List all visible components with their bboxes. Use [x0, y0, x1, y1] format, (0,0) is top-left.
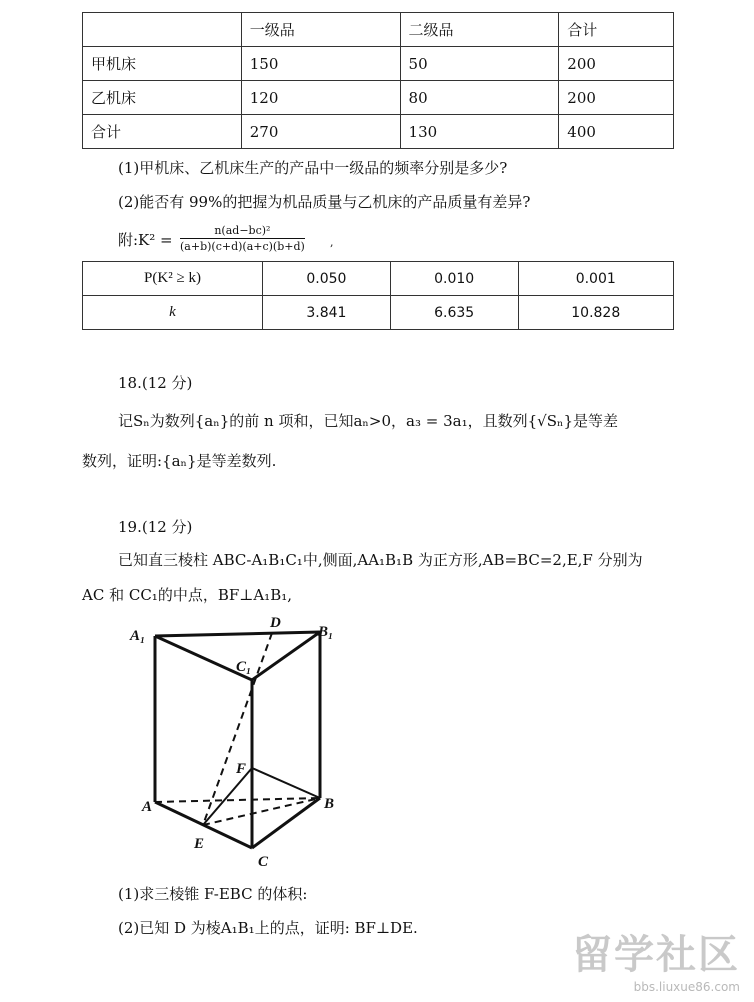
label-c1: C₁ [236, 659, 252, 675]
q19-part2: (2)已知 D 为棱A₁B₁上的点，证明: BF⊥DE. [118, 919, 418, 937]
table-row [83, 81, 674, 115]
table-cell: 0.050 [263, 262, 391, 296]
label-b1: B₁ [318, 624, 334, 640]
table-cell: 120 [241, 81, 400, 115]
q18-title: 18.(12 分) [118, 374, 193, 392]
prism-figure [120, 605, 350, 875]
table-header-row [83, 13, 674, 47]
frequency-table [82, 12, 674, 149]
critical-value-table [82, 261, 674, 330]
q19-line2: AC 和 CC₁的中点，BF⊥A₁B₁, [82, 586, 293, 604]
table-cell: P(K² ≥ k) [83, 262, 263, 296]
table-row [83, 47, 674, 81]
table-cell: k [83, 296, 263, 330]
edge-a1-b1 [155, 632, 320, 636]
label-b: B [324, 796, 335, 812]
formula-numerator: n(ad−bc)² [180, 224, 305, 239]
q18-line1: 记Sₙ为数列{aₙ}的前 n 项和，已知aₙ>0，a₃ = 3a₁，且数列{√Sₙ}是等差 [118, 412, 618, 430]
table-row [83, 296, 674, 330]
table-cell: 80 [400, 81, 559, 115]
table-cell [83, 13, 242, 47]
watermark-url: bbs.liuxue86.com [633, 980, 740, 994]
watermark [572, 923, 740, 994]
q17-part1: (1)甲机床、乙机床生产的产品中一级品的频率分别是多少? [118, 159, 508, 177]
chi-square-formula [180, 224, 305, 253]
label-a1: A₁ [130, 628, 146, 644]
hidden-edge-a-b [155, 798, 320, 802]
table-cell: 10.828 [518, 296, 673, 330]
table-cell: 130 [400, 115, 559, 149]
edge-b1-c1 [252, 632, 320, 680]
segment-f-b [252, 768, 320, 798]
table-cell: 二级品 [400, 13, 559, 47]
table-header-row [83, 262, 674, 296]
q18-line2: 数列，证明:{aₙ}是等差数列. [82, 452, 277, 470]
table-cell: 200 [559, 81, 674, 115]
table-cell: 150 [241, 47, 400, 81]
table-cell: 0.010 [390, 262, 518, 296]
formula-denominator: (a+b)(c+d)(a+c)(b+d) [180, 240, 305, 253]
label-a: A [142, 799, 153, 815]
label-e: E [194, 836, 205, 852]
table-cell: 甲机床 [83, 47, 242, 81]
table-cell: 合计 [559, 13, 674, 47]
label-f: F [236, 761, 247, 777]
table-cell: 0.001 [518, 262, 673, 296]
attach-label: 附:K² = [118, 231, 173, 249]
table-cell: 400 [559, 115, 674, 149]
q17-part2: (2)能否有 99%的把握为机品质量与乙机床的产品质量有差异? [118, 193, 531, 211]
table-cell: 270 [241, 115, 400, 149]
table-cell: 合计 [83, 115, 242, 149]
table-row [83, 115, 674, 149]
label-d: D [270, 615, 281, 631]
watermark-logo: 留学社区 [572, 932, 740, 978]
table-cell: 200 [559, 47, 674, 81]
table-cell: 50 [400, 47, 559, 81]
label-c: C [258, 854, 269, 870]
table-cell: 乙机床 [83, 81, 242, 115]
q19-title: 19.(12 分) [118, 518, 193, 536]
table-cell: 一级品 [241, 13, 400, 47]
q19-line1: 已知直三棱柱 ABC-A₁B₁C₁中,侧面,AA₁B₁B 为正方形,AB=BC=2,E,F 分别为 [118, 551, 643, 569]
table-cell: 3.841 [263, 296, 391, 330]
q19-part1: (1)求三棱锥 F-EBC 的体积: [118, 885, 308, 903]
formula-end: , [330, 236, 334, 249]
table-cell: 6.635 [390, 296, 518, 330]
